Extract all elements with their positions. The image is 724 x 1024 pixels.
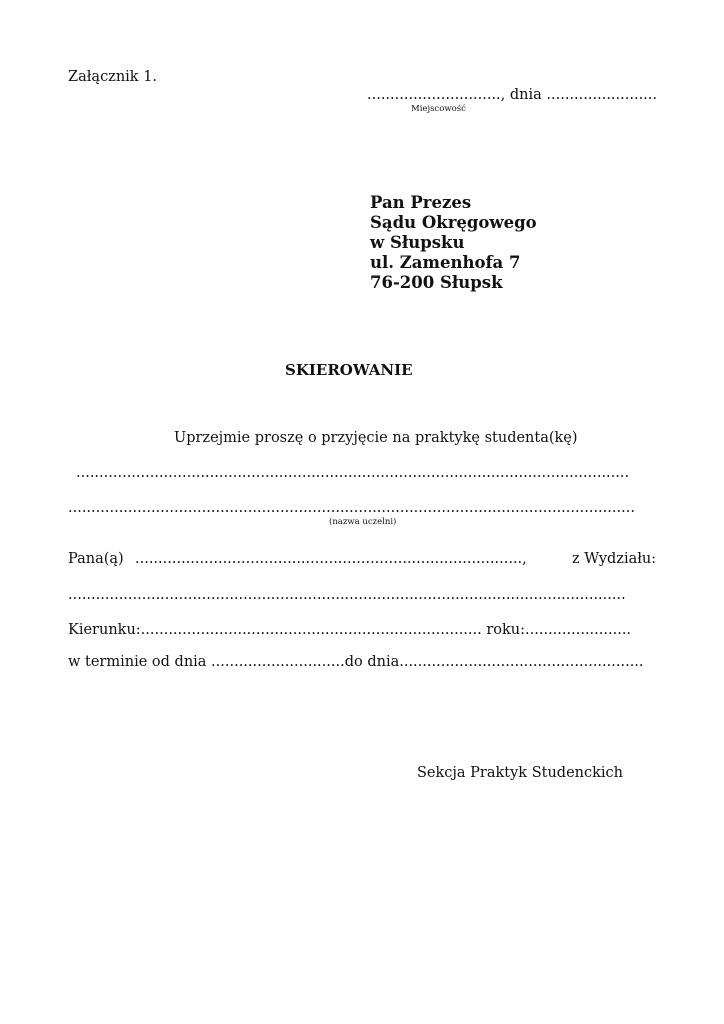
place-caption: Miejscowość [411, 104, 466, 114]
faculty-line: ......................................................................................................................... [68, 587, 626, 603]
document-title: SKIEROWANIE [285, 361, 413, 379]
pana-label: Pana(ą) [68, 551, 124, 567]
addressee-block [370, 193, 537, 293]
university-line: ........................................................................................................................... [68, 500, 635, 516]
term-line: w terminie od dnia .............................do dnia..................................................... [68, 654, 644, 670]
student-name-line: ........................................................................................................................ [76, 465, 630, 481]
faculty-label: z Wydziału: [572, 551, 657, 567]
addressee-line: w Słupsku [370, 233, 465, 252]
intro-text: Uprzejmie proszę o przyjęcie na praktykę studenta(kę) [174, 430, 578, 446]
addressee-line: ul. Zamenhofa 7 [370, 253, 521, 272]
attachment-label: Załącznik 1. [68, 69, 158, 85]
addressee-line: Pan Prezes [370, 193, 472, 212]
university-caption: (nazwa uczelni) [329, 517, 397, 527]
pana-line: ...................................................................................., [135, 551, 527, 567]
signature-section: Sekcja Praktyk Studenckich [417, 765, 624, 781]
addressee-line: 76-200 Słupsk [370, 273, 503, 292]
addressee-line: Sądu Okręgowego [370, 213, 537, 232]
major-year-line: Kierunku:.......................................................................... roku:....................... [68, 622, 632, 638]
place-date-line: ............................., dnia ........................ [367, 87, 658, 103]
